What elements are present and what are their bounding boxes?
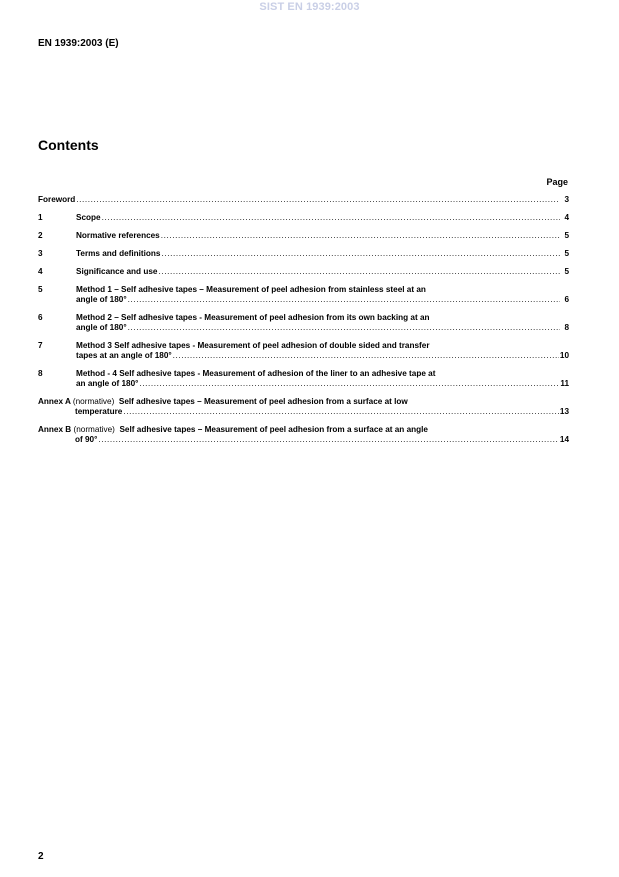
dot-leader <box>158 267 560 277</box>
toc-entry-title: Significance and use <box>76 267 158 276</box>
toc-entry-title: Normative references <box>76 231 160 240</box>
toc-entry-title-cont: angle of 180° <box>76 295 127 304</box>
toc-page-number: 14 <box>559 435 569 444</box>
dot-leader <box>173 351 559 361</box>
dot-leader <box>161 249 560 259</box>
toc-entry-1[interactable] <box>38 213 569 223</box>
toc-entry-7[interactable] <box>38 341 569 361</box>
toc-entry-title: Self adhesive tapes – Measurement of peel adhesion from a surface at low <box>118 397 408 406</box>
dot-leader <box>128 295 560 305</box>
toc-page-number: 10 <box>559 351 569 360</box>
toc-page-number: 11 <box>560 379 569 388</box>
toc-entry-title: Method 3 Self adhesive tapes - Measurement of peel adhesion of double sided and transfer <box>76 341 430 350</box>
toc-entry-label: Foreword <box>38 195 76 204</box>
toc-entry-annex-b[interactable] <box>38 425 569 445</box>
watermark: SIST EN 1939:2003 <box>259 1 360 13</box>
dot-leader <box>161 231 560 241</box>
page-title: Contents <box>38 137 99 153</box>
toc-entry-title-cont: of 90° <box>75 435 98 444</box>
toc-section-number: 7 <box>38 341 43 350</box>
toc-annex-label: Annex A <box>38 397 71 406</box>
page-number: 2 <box>38 851 44 862</box>
toc-entry-title-cont: temperature <box>75 407 123 416</box>
toc-section-number: 4 <box>38 267 43 276</box>
dot-leader <box>98 435 559 445</box>
toc-entry-title: Method - 4 Self adhesive tapes - Measurement of adhesion of the liner to an adhesive tape at <box>76 369 436 378</box>
toc-page-number: 13 <box>559 407 569 416</box>
toc-annex-status: (normative) <box>73 425 115 434</box>
toc-entry-5[interactable] <box>38 285 569 305</box>
toc-annex-status: (normative) <box>72 397 115 406</box>
dot-leader <box>102 213 560 223</box>
toc-section-number: 6 <box>38 313 43 322</box>
toc-page-number: 5 <box>564 231 569 240</box>
toc-page-number: 3 <box>564 195 569 204</box>
toc-entry-2[interactable] <box>38 231 569 241</box>
toc-page-number: 5 <box>564 249 569 258</box>
toc-entry-foreword[interactable] <box>38 195 569 205</box>
dot-leader <box>128 323 560 333</box>
toc-entry-title: Scope <box>76 213 101 222</box>
page-column-header: Page <box>546 177 568 187</box>
toc-section-number: 1 <box>38 213 43 222</box>
toc-entry-annex-a[interactable] <box>38 397 569 417</box>
toc-entry-title: Method 2 – Self adhesive tapes - Measurement of peel adhesion from its own backing at an <box>76 313 430 322</box>
toc-entry-title-cont: tapes at an angle of 180° <box>76 351 172 360</box>
toc-entry-6[interactable] <box>38 313 569 333</box>
toc-entry-8[interactable] <box>38 369 569 389</box>
dot-leader <box>123 407 559 417</box>
dot-leader <box>76 195 560 205</box>
toc-entry-3[interactable] <box>38 249 569 259</box>
toc-section-number: 3 <box>38 249 43 258</box>
table-of-contents <box>38 195 569 453</box>
toc-page-number: 5 <box>564 267 569 276</box>
toc-entry-title: Self adhesive tapes – Measurement of peel adhesion from a surface at an angle <box>119 425 428 434</box>
toc-section-number: 5 <box>38 285 43 294</box>
toc-entry-title-cont: angle of 180° <box>76 323 127 332</box>
toc-entry-title: Terms and definitions <box>76 249 161 258</box>
dot-leader <box>139 379 559 389</box>
toc-section-number: 8 <box>38 369 43 378</box>
toc-page-number: 6 <box>564 295 569 304</box>
toc-annex-label: Annex B <box>38 425 72 434</box>
toc-page-number: 4 <box>564 213 569 222</box>
toc-page-number: 8 <box>564 323 569 332</box>
toc-entry-title: Method 1 – Self adhesive tapes – Measurement of peel adhesion from stainless steel at an <box>76 285 426 294</box>
toc-section-number: 2 <box>38 231 43 240</box>
toc-entry-title-cont: an angle of 180° <box>76 379 139 388</box>
document-id: EN 1939:2003 (E) <box>38 38 119 49</box>
toc-entry-4[interactable] <box>38 267 569 277</box>
